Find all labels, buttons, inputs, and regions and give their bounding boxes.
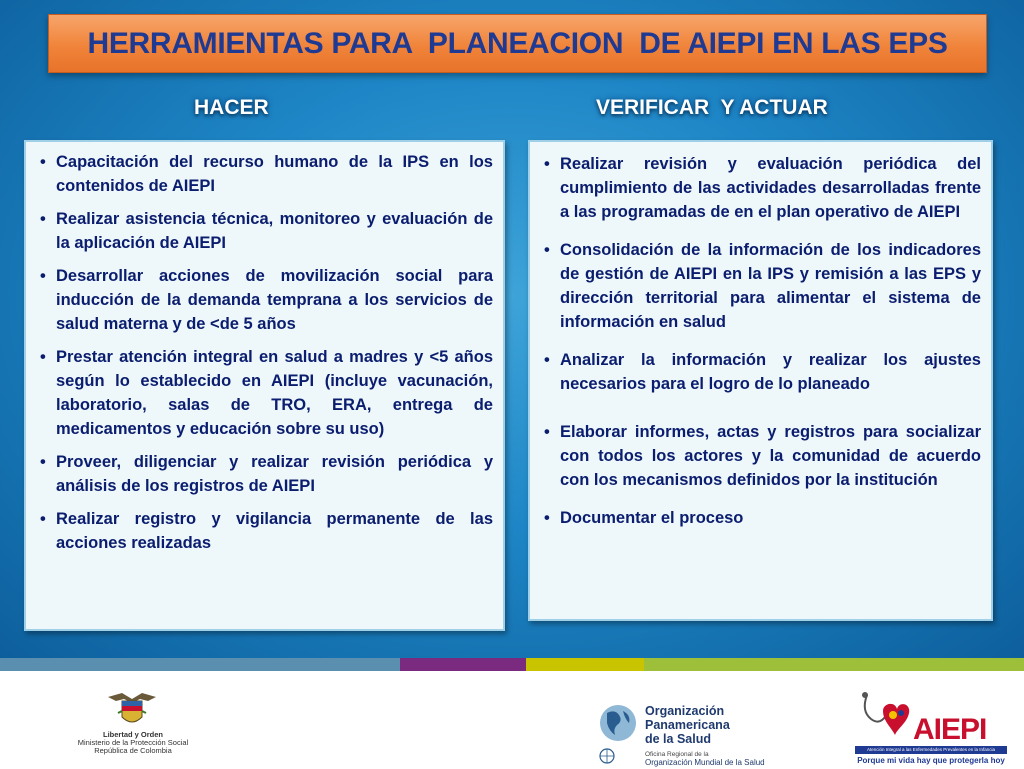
ministry-line2: República de Colombia	[94, 746, 172, 755]
aiepi-bar: Atención Integral a las Enfermedades Prevalentes en la Infancia	[855, 746, 1007, 754]
aiepi-logo	[855, 691, 1015, 769]
heading-hacer: HACER	[194, 96, 269, 119]
hacer-item: • Realizar registro y vigilancia permanente de las acciones realizadas	[34, 507, 493, 555]
aiepi-wordmark: AIEPI	[913, 713, 987, 746]
stripe-blue	[0, 658, 400, 671]
verificar-item: • Documentar el proceso	[538, 506, 981, 530]
stethoscope-heart-icon	[857, 691, 913, 745]
slide-title: HERRAMIENTAS PARA PLANEACION DE AIEPI EN LAS EPS	[87, 26, 948, 60]
ministry-logo	[48, 691, 218, 766]
ops-line1: Organización	[645, 704, 725, 718]
footer-stripes	[0, 658, 1024, 671]
title-banner	[48, 14, 987, 73]
ministry-line1: Ministerio de la Protección Social	[77, 738, 189, 747]
verificar-item: • Realizar revisión y evaluación periódica del cumplimiento de las actividades desarrolladas frente a las programadas de en el plan operativo de AIEPI	[538, 152, 981, 224]
hacer-item: • Desarrollar acciones de movilización social para inducción de la demanda temprana a los servicios de salud materna y de <de 5 años	[34, 264, 493, 336]
hacer-panel	[24, 140, 505, 631]
colombia-shield-icon	[102, 691, 162, 729]
verificar-panel	[528, 140, 993, 621]
ministry-motto: Libertad y Orden	[102, 730, 163, 739]
hacer-item: • Proveer, diligenciar y realizar revisión periódica y análisis de los registros de AIEPI	[34, 450, 493, 498]
globe-icon	[597, 703, 639, 743]
hacer-item: • Prestar atención integral en salud a madres y <5 años según lo establecido en AIEPI (incluye vacunación, laboratorio, salas de TRO, ERA, entrega de medicamentos y educación sobre su uso)	[34, 345, 493, 441]
aiepi-slogan: Porque mi vida hay que protegerla hoy	[857, 756, 1005, 765]
footer	[0, 671, 1024, 768]
heading-verificar-actuar: VERIFICAR Y ACTUAR	[596, 96, 828, 119]
oms-small-text: Oficina Regional de la	[645, 751, 709, 758]
verificar-item: • Analizar la información y realizar los ajustes necesarios para el logro de lo planeado	[538, 348, 981, 396]
ops-line3: de la Salud	[645, 732, 711, 746]
stripe-green	[644, 658, 1024, 671]
un-emblem-icon	[597, 747, 617, 765]
verificar-item: • Elaborar informes, actas y registros para socializar con todos los actores y la comunidad de acuerdo con los mecanismos definidos por la institución	[538, 420, 981, 492]
stripe-purple	[400, 658, 526, 671]
oms-name: Organización Mundial de la Salud	[645, 758, 765, 767]
hacer-item: • Capacitación del recurso humano de la IPS en los contenidos de AIEPI	[34, 150, 493, 198]
ops-line2: Panamericana	[645, 718, 730, 732]
ops-oms-logo	[595, 701, 805, 767]
verificar-list	[538, 152, 981, 530]
stripe-yellow	[526, 658, 644, 671]
hacer-list	[34, 150, 493, 555]
hacer-item: • Realizar asistencia técnica, monitoreo y evaluación de la aplicación de AIEPI	[34, 207, 493, 255]
verificar-item: • Consolidación de la información de los indicadores de gestión de AIEPI en la IPS y remisión a las EPS y dirección territorial para alimentar el sistema de información en salud	[538, 238, 981, 334]
ops-name	[645, 704, 730, 746]
